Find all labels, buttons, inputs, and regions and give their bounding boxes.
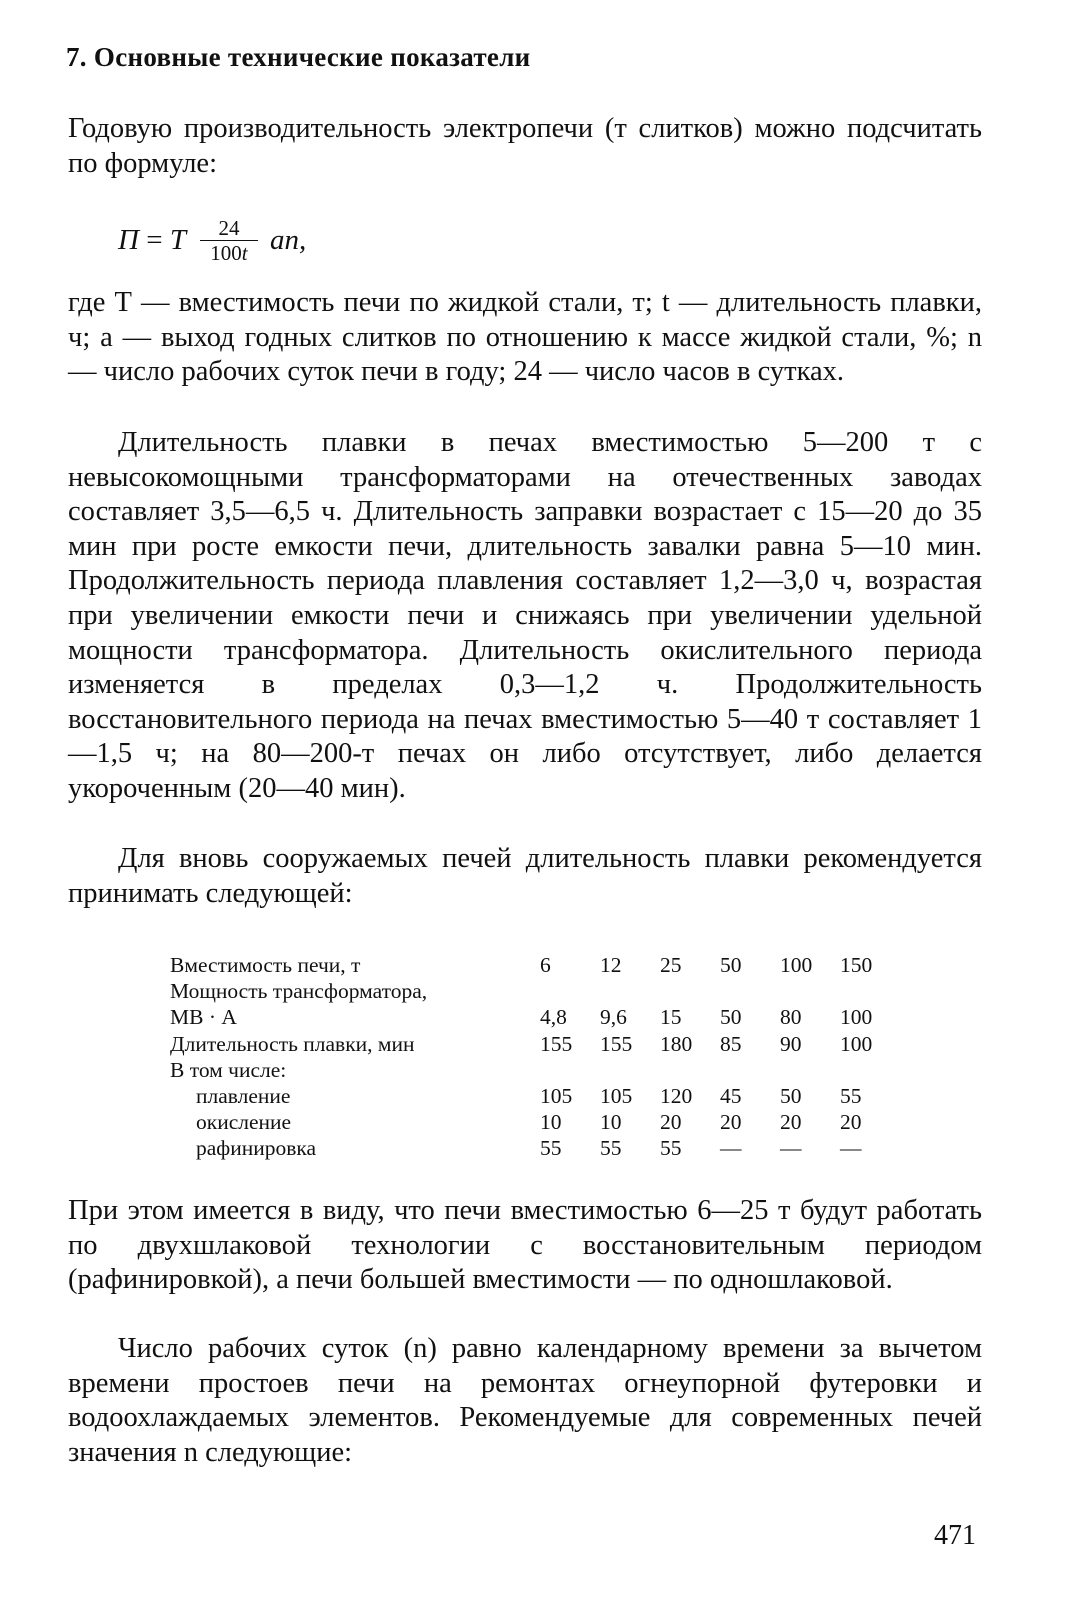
table-cell: 10	[540, 1110, 562, 1135]
table-cell: 105	[540, 1084, 573, 1109]
table-cell: 55	[660, 1136, 682, 1161]
table-row	[170, 1057, 880, 1083]
intro-paragraph: Годовую производительность электропечи (т слитков) можно подсчитать по формуле:	[68, 113, 982, 179]
table-row	[170, 1135, 880, 1161]
table-row	[170, 1031, 880, 1057]
table-cell: —	[780, 1136, 802, 1161]
productivity-formula	[118, 205, 306, 275]
table-cell	[720, 1057, 780, 1083]
table-row	[170, 978, 880, 1004]
table-cell	[780, 1057, 840, 1083]
formula-tail: an,	[269, 223, 307, 256]
table-cell: 90	[780, 1031, 802, 1056]
table-cell	[600, 978, 660, 1004]
row-label: Вместимость печи, т	[170, 953, 361, 977]
definitions-paragraph: где Т — вместимость печи по жидкой стали, т; t — длительность плавки, ч; a — выход годных слитков по отношению к массе жидкой стали, %; n — число рабочих суток печи в году; 24 — число часов в сутках.	[68, 287, 982, 388]
table-cell: 20	[720, 1110, 742, 1135]
table-cell	[780, 978, 840, 1004]
section-heading: 7. Основные технические показатели	[66, 42, 531, 72]
row-label: В том числе:	[170, 1057, 287, 1082]
working-days-paragraph: Число рабочих суток (n) равно календарному времени за вычетом времени простоев печи на ремонтах огнеупорной футеровки и водоохлаждаемых элементов. Рекомендуемые для современных печей значения n следующие:	[68, 1333, 982, 1468]
table-cell: 155	[540, 1031, 573, 1056]
table-cell: 6	[540, 953, 551, 977]
row-label: Мощность трансформатора,	[170, 979, 428, 1004]
denominator-variable: t	[241, 240, 248, 265]
table-cell	[540, 978, 600, 1004]
formula-fraction	[200, 216, 258, 265]
table-cell: 15	[660, 1005, 682, 1030]
table-cell: 50	[780, 1084, 802, 1109]
table-cell: 180	[660, 1031, 693, 1056]
recommendation-paragraph: Для вновь сооружаемых печей длительность плавки рекомендуется принимать следующей:	[68, 843, 982, 909]
table-cell: 20	[840, 1110, 862, 1135]
table-cell: —	[720, 1136, 742, 1161]
table-cell	[660, 1057, 720, 1083]
table-cell: 50	[720, 953, 742, 977]
table-cell: 100	[780, 953, 813, 977]
table-row	[170, 1083, 880, 1109]
table-cell: 120	[660, 1084, 693, 1109]
table-body	[170, 952, 880, 1162]
table-cell: 25	[660, 953, 682, 977]
table-cell: 85	[720, 1031, 742, 1056]
table-cell: 150	[840, 953, 873, 977]
table-cell: 100	[840, 1031, 873, 1056]
formula-lhs: П	[118, 223, 139, 256]
row-label: окисление	[196, 1110, 292, 1135]
table-cell: 55	[540, 1136, 562, 1161]
table-cell	[840, 978, 880, 1004]
table-cell	[600, 1057, 660, 1083]
fraction-denominator	[206, 241, 251, 265]
duration-paragraph: Длительность плавки в печах вместимостью 5—200 т с невысокомощными трансформаторами на отечественных заводах составляет 3,5—6,5 ч. Длительность заправки возрастает с 15—20 до 35 мин при росте емкости печи, длительность завалки равна 5—10 мин. Продолжительность периода плавления составляет 1,2—3,0 ч, возрастая при увеличении емкости печи и снижаясь при увеличении удельной мощности трансформатора. Длительность окислительного периода изменяется в пределах 0,3—1,2 ч. Продолжительность восстановительного периода на печах вместимостью 5—40 т составляет 1—1,5 ч; на 80—200-т печах он либо отсутствует, либо делается укороченным (20—40 мин).	[68, 427, 982, 804]
fraction-numerator: 24	[218, 215, 240, 240]
table-cell	[660, 978, 720, 1004]
note-paragraph: При этом имеется в виду, что печи вместимостью 6—25 т будут работать по двухшлаковой технологии с восстановительным периодом (рафинировкой), а печи большей вместимости — по одношлаковой.	[68, 1195, 982, 1296]
row-label: МВ · А	[170, 1005, 237, 1030]
table-cell: 4,8	[540, 1005, 567, 1030]
table-cell: 20	[660, 1110, 682, 1135]
row-label: Длительность плавки, мин	[170, 1031, 415, 1056]
table-cell: 12	[600, 953, 622, 977]
page-number: 471	[934, 1520, 976, 1551]
table-cell: 10	[600, 1110, 622, 1135]
formula-capacity: Т	[169, 223, 186, 256]
denominator-number: 100	[210, 240, 242, 265]
row-label: плавление	[196, 1084, 291, 1109]
table-cell: 55	[600, 1136, 622, 1161]
melting-duration-table	[170, 952, 880, 1162]
table-cell	[840, 1057, 880, 1083]
table-cell	[540, 1057, 600, 1083]
table-cell: 105	[600, 1084, 633, 1109]
table-cell: 100	[840, 1005, 873, 1030]
table-cell: —	[840, 1136, 862, 1161]
table-row	[170, 1004, 880, 1030]
table-row	[170, 952, 880, 978]
table-cell: 9,6	[600, 1005, 627, 1030]
table-cell: 50	[720, 1005, 742, 1030]
table-row	[170, 1109, 880, 1135]
table-cell: 155	[600, 1031, 633, 1056]
table-cell: 20	[780, 1110, 802, 1135]
table-cell	[720, 978, 780, 1004]
table-cell: 45	[720, 1084, 742, 1109]
table-cell: 80	[780, 1005, 802, 1030]
table-cell: 55	[840, 1084, 862, 1109]
row-label: рафинировка	[196, 1136, 317, 1161]
formula-equals: =	[138, 223, 170, 256]
